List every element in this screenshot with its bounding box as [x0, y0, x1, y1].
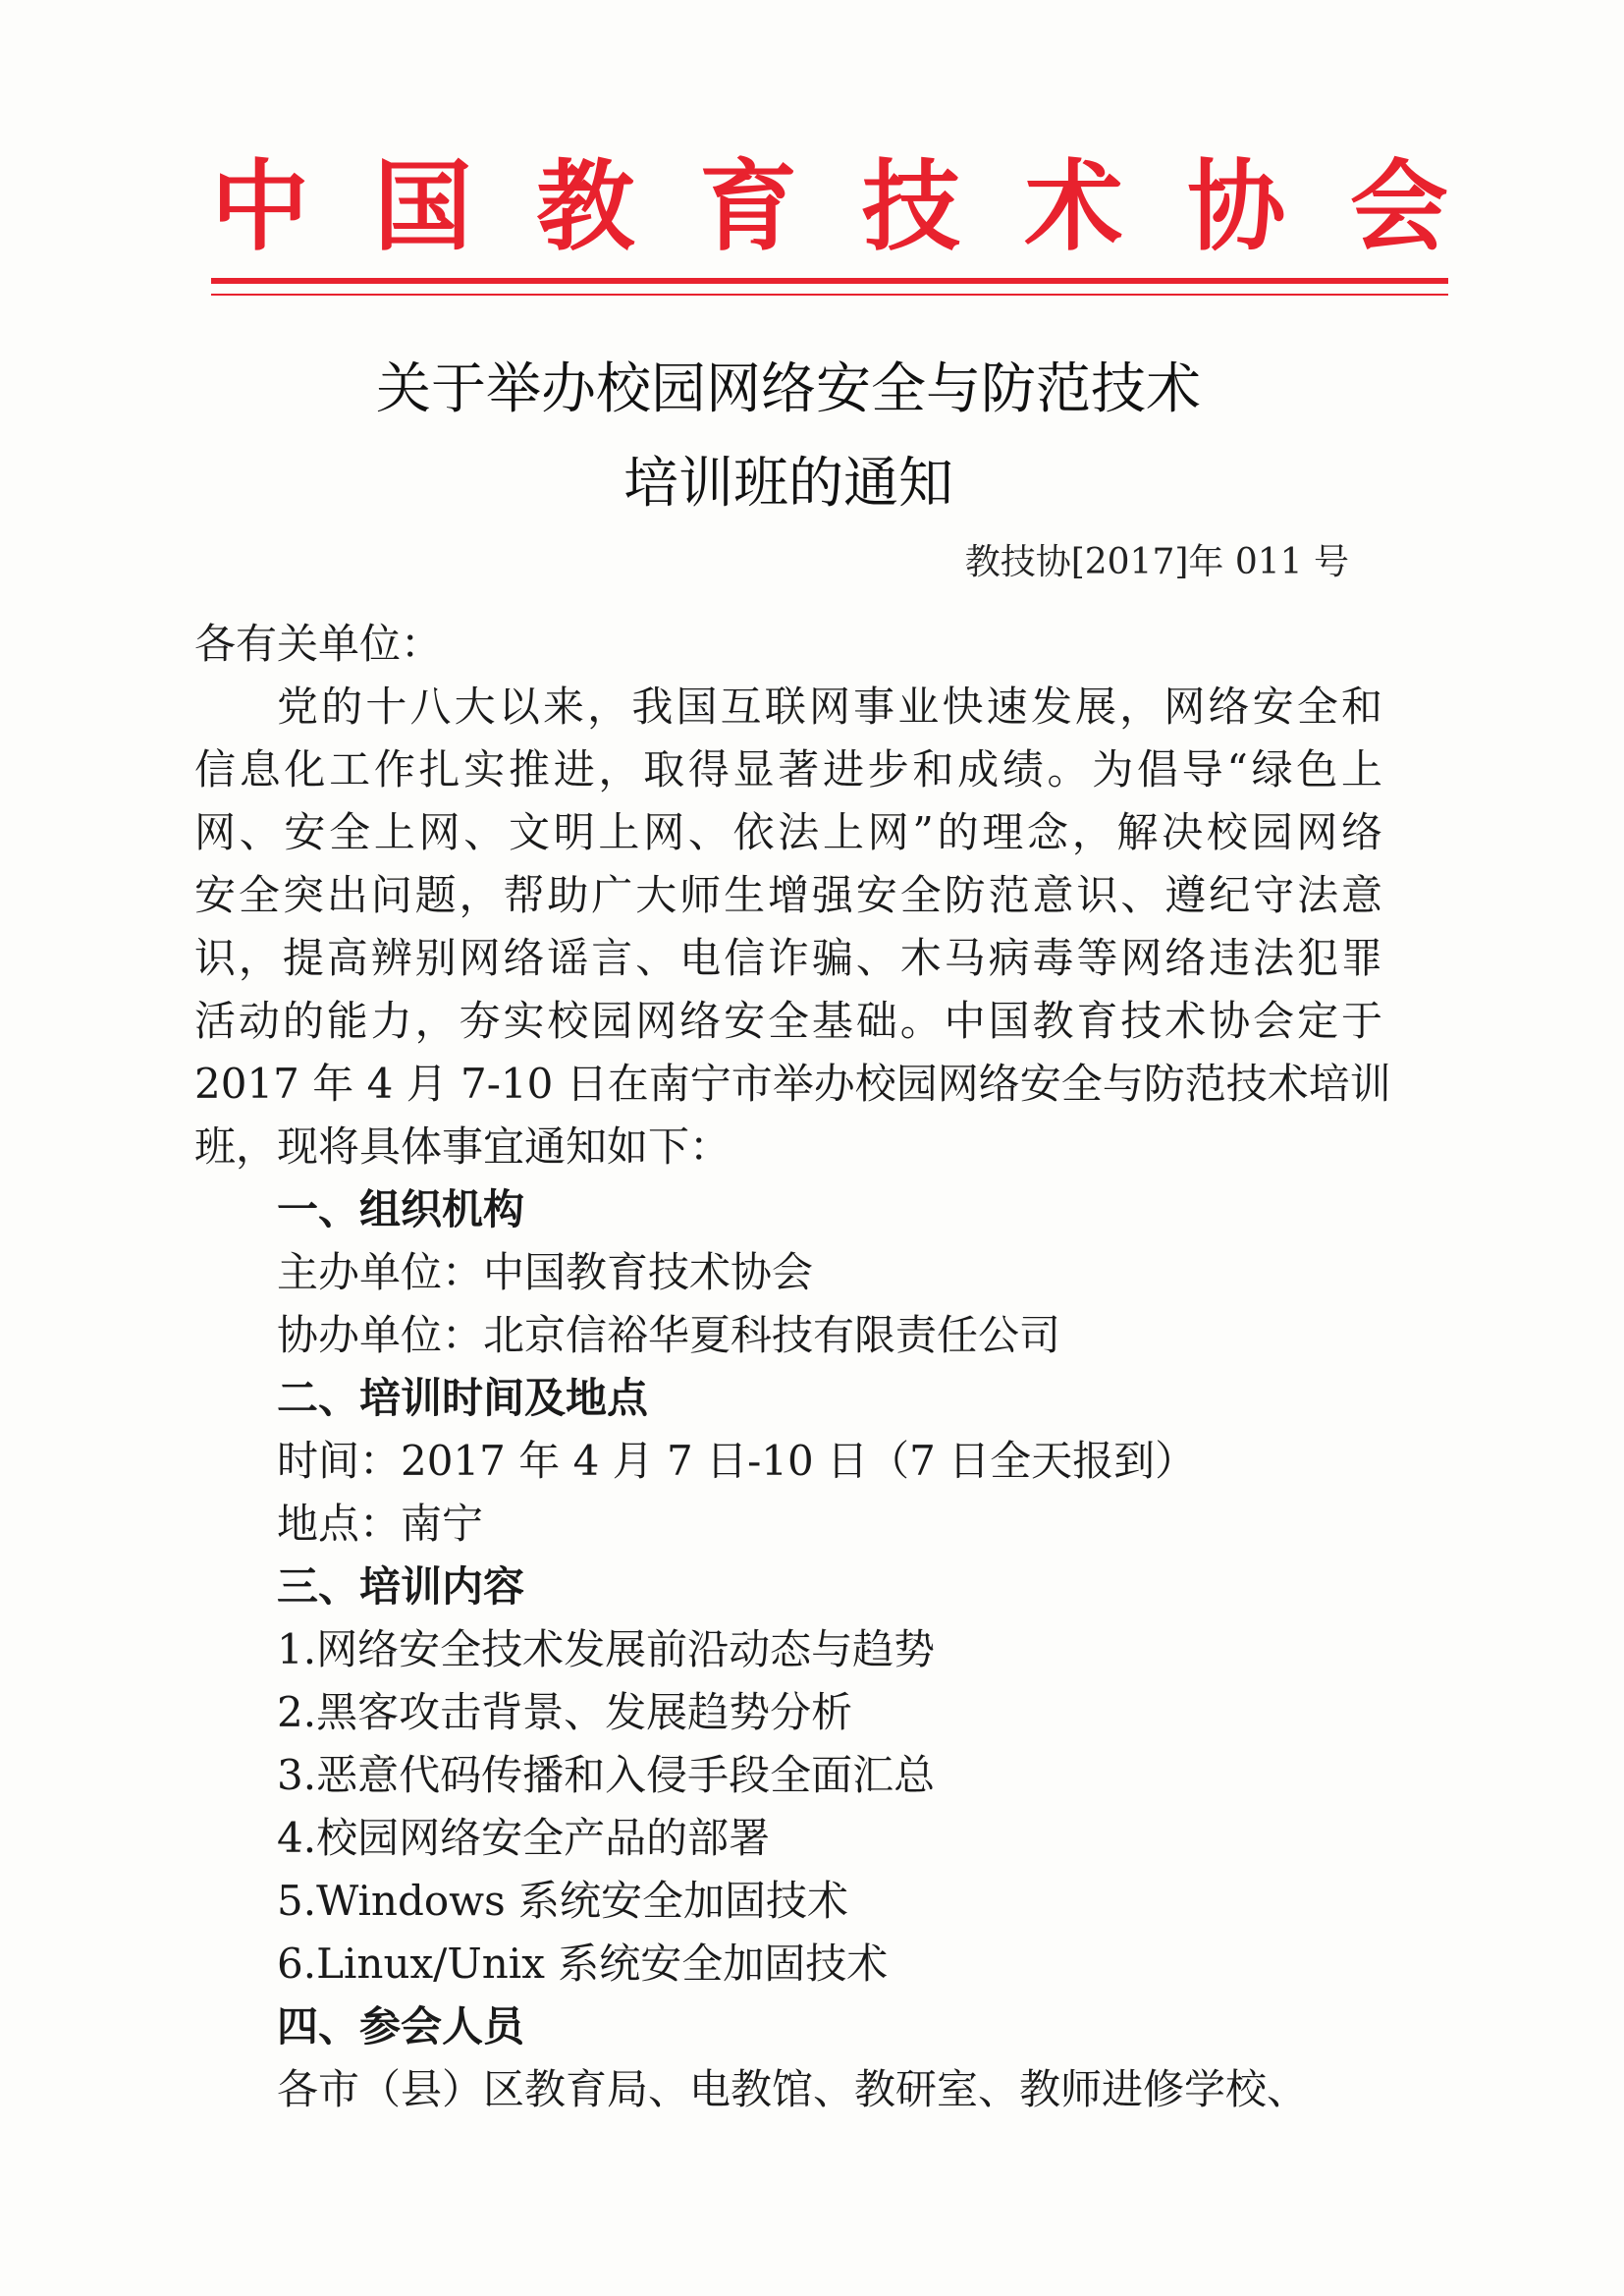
- intro-line: 信息化工作扎实推进，取得显著进步和成绩。为倡导“绿色上: [194, 745, 1382, 793]
- letterhead-org-name: [211, 147, 1448, 265]
- letterhead-char: 中: [211, 148, 309, 264]
- content-item: 6.Linux/Unix 系统安全加固技术: [277, 1940, 889, 1988]
- salutation: 各有关单位：: [194, 620, 443, 668]
- intro-line: 2017 年 4 月 7-10 日在南宁市举办校园网络安全与防范技术培训: [194, 1060, 1391, 1108]
- content-item: 2.黑客攻击背景、发展趋势分析: [277, 1688, 853, 1736]
- content-item: 1.网络安全技术发展前沿动态与趋势: [277, 1625, 936, 1673]
- intro-line: 识，提高辨别网络谣言、电信诈骗、木马病毒等网络违法犯罪: [194, 934, 1382, 982]
- letterhead-char: 技: [861, 148, 960, 264]
- section-heading-time-place: 二、培训时间及地点: [277, 1374, 649, 1422]
- participants-line: 各市（县）区教育局、电教馆、教研室、教师进修学校、: [277, 2065, 1309, 2113]
- section-heading-organization: 一、组织机构: [277, 1185, 525, 1233]
- host-organizer: 主办单位：中国教育技术协会: [277, 1248, 814, 1296]
- section-heading-participants: 四、参会人员: [277, 2002, 525, 2050]
- intro-line: 安全突出问题，帮助广大师生增强安全防范意识、遵纪守法意: [194, 871, 1382, 919]
- content-item: 5.Windows 系统安全加固技术: [277, 1877, 849, 1925]
- letterhead-char: 育: [699, 148, 798, 264]
- letterhead-char: 会: [1349, 148, 1448, 264]
- intro-line: 党的十八大以来，我国互联网事业快速发展，网络安全和: [277, 683, 1382, 731]
- letterhead-rule-thick: [211, 278, 1448, 284]
- letterhead-char: 教: [536, 148, 635, 264]
- section-heading-content: 三、培训内容: [277, 1562, 525, 1611]
- intro-line: 活动的能力，夯实校园网络安全基础。中国教育技术协会定于: [194, 997, 1382, 1045]
- intro-line: 班，现将具体事宜通知如下：: [194, 1122, 731, 1171]
- document-number: 教技协[2017]年 011 号: [964, 542, 1349, 582]
- training-time: 时间：2017 年 4 月 7 日-10 日（7 日全天报到）: [277, 1437, 1197, 1485]
- notice-title-line-2: 培训班的通知: [623, 452, 953, 516]
- co-organizer: 协办单位：北京信裕华夏科技有限责任公司: [277, 1311, 1061, 1359]
- letterhead-char: 协: [1187, 148, 1286, 264]
- content-item: 3.恶意代码传播和入侵手段全面汇总: [277, 1751, 936, 1799]
- training-place: 地点：南宁: [277, 1500, 484, 1548]
- letterhead-rule-thin: [211, 294, 1448, 296]
- letterhead-char: 国: [373, 148, 472, 264]
- notice-title-line-1: 关于举办校园网络安全与防范技术: [376, 357, 1201, 421]
- intro-line: 网、安全上网、文明上网、依法上网”的理念，解决校园网络: [194, 808, 1382, 856]
- letterhead-char: 术: [1024, 148, 1123, 264]
- content-item: 4.校园网络安全产品的部署: [277, 1814, 771, 1862]
